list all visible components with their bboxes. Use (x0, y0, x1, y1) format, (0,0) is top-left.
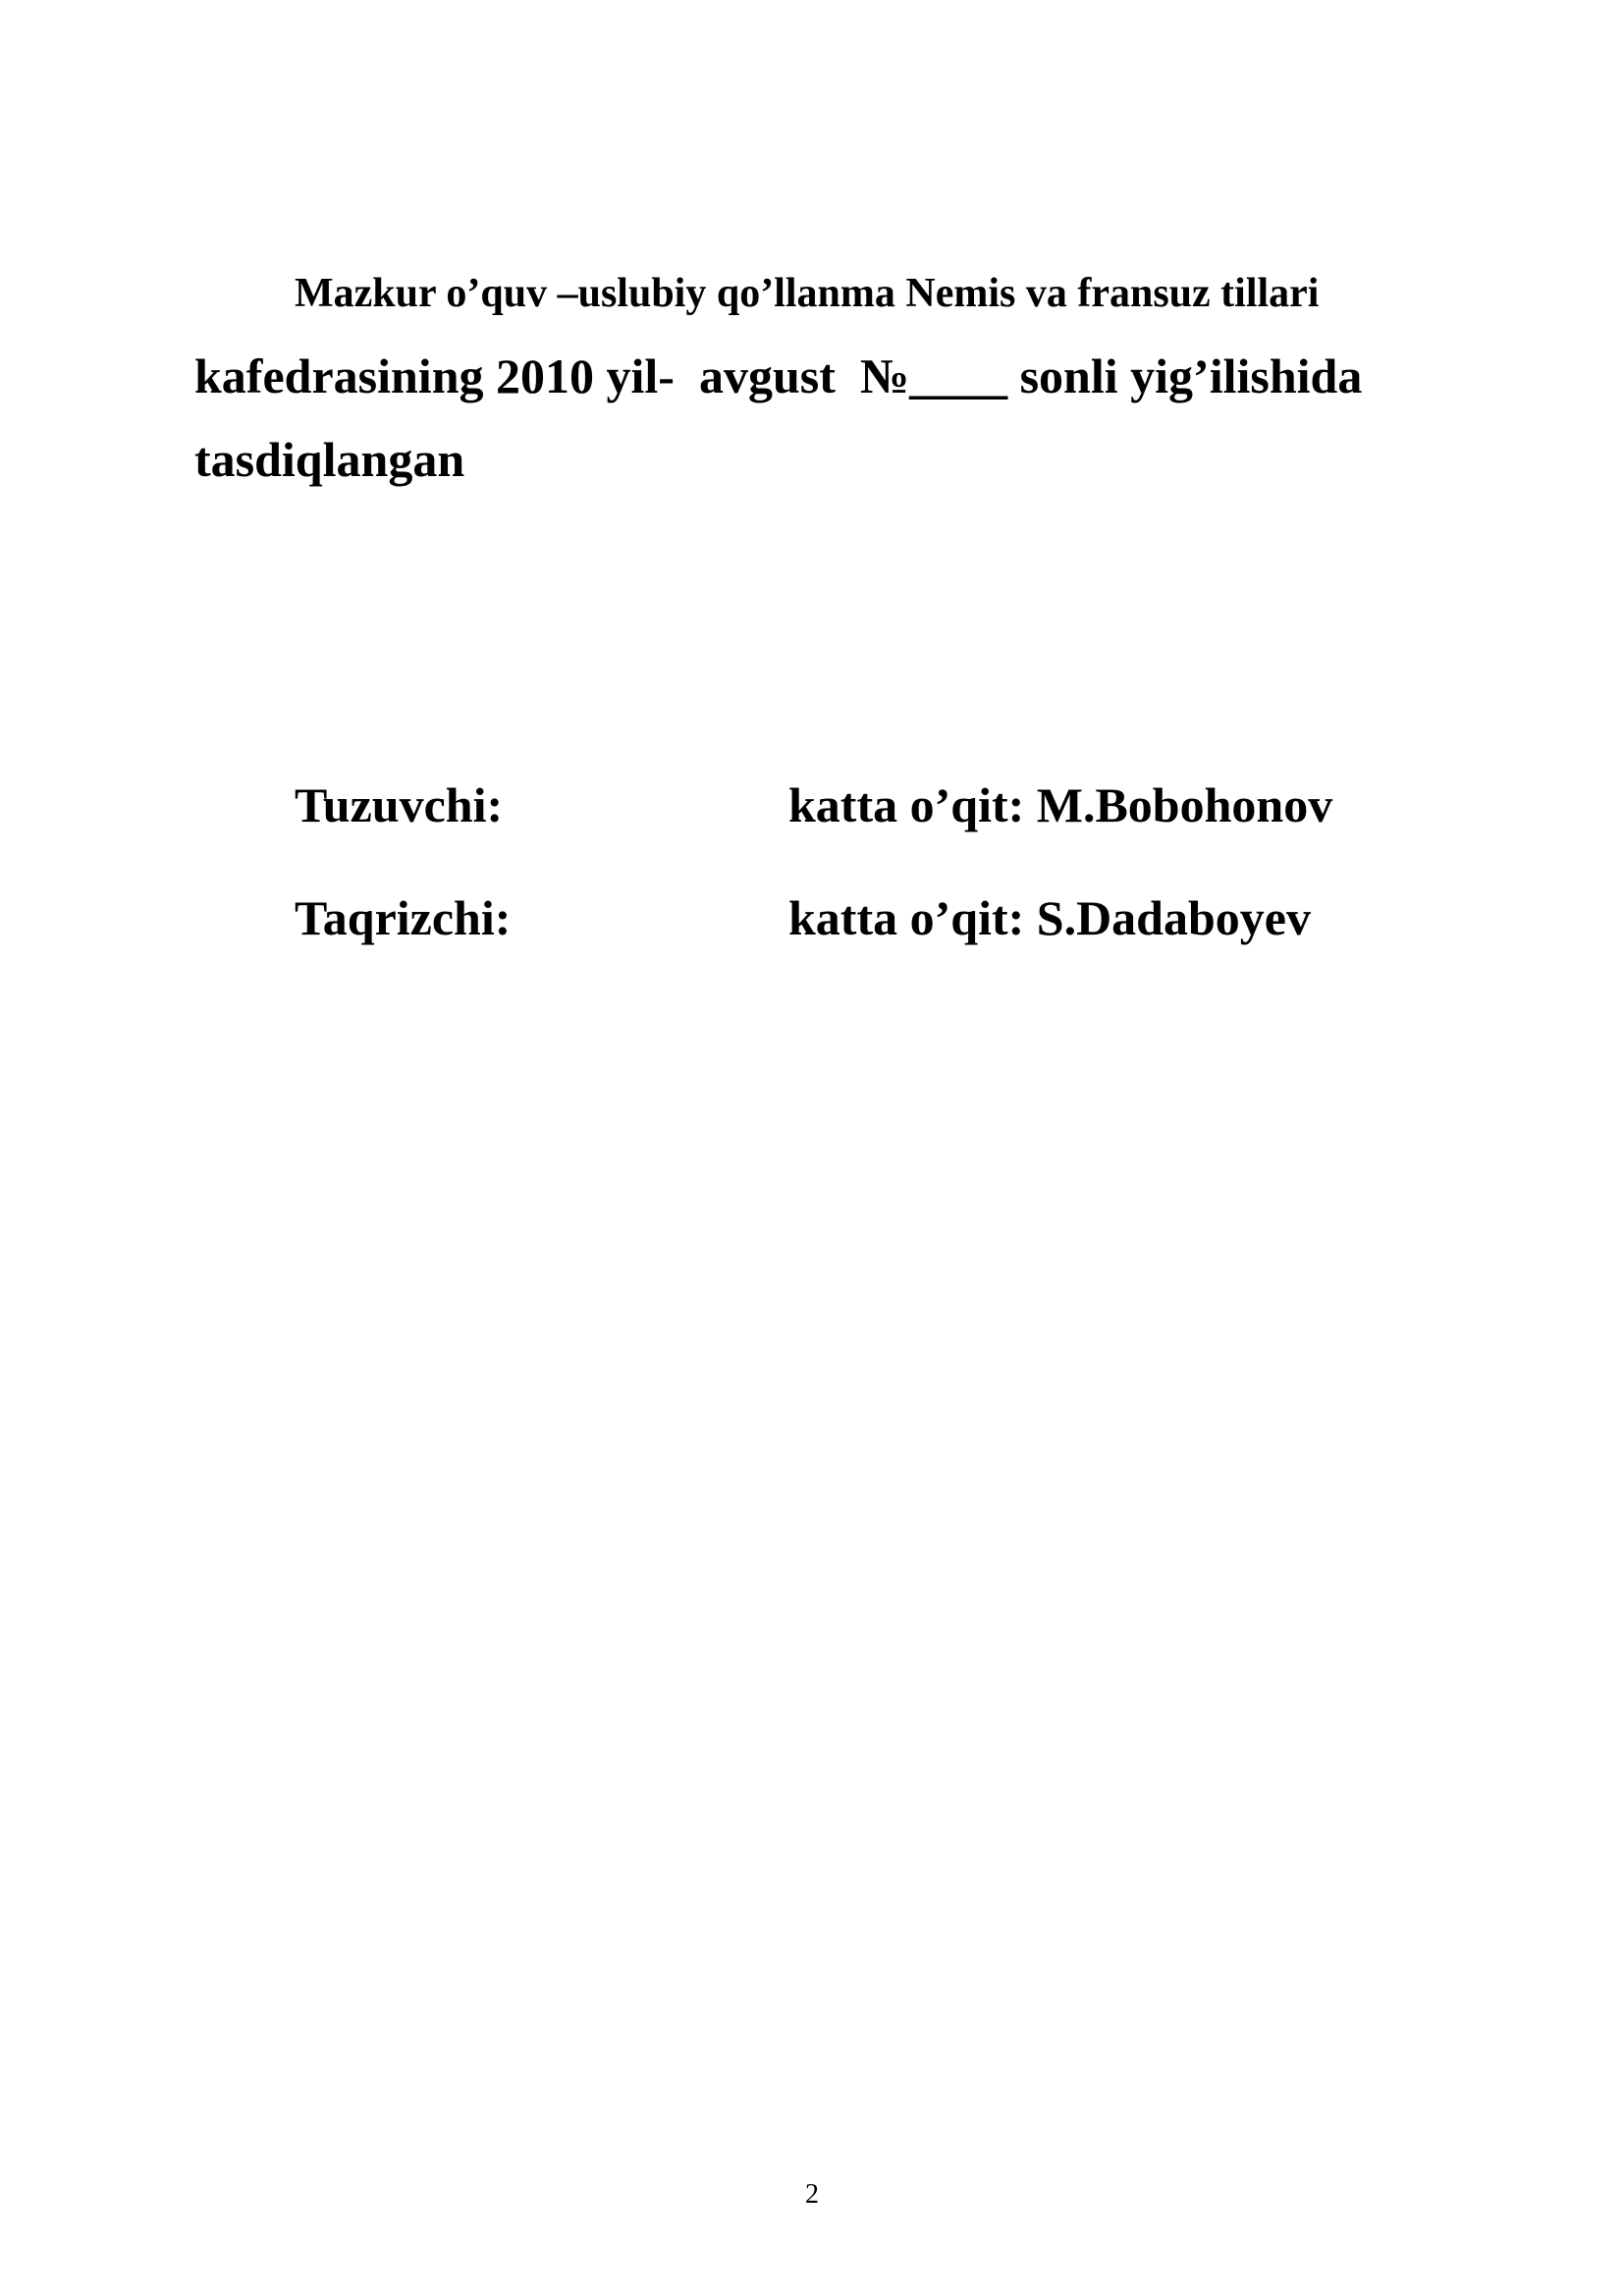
compiler-label: Tuzuvchi: (295, 777, 504, 832)
approval-text-line-3: tasdiqlangan (194, 432, 465, 487)
compiler-name: katta o’qit: M.Bobohonov (788, 777, 1333, 832)
page-number: 2 (805, 2179, 819, 2210)
reviewer-label: Taqrizchi: (295, 890, 512, 945)
reviewer-name: katta o’qit: S.Dadaboyev (788, 890, 1311, 945)
approval-text-line-1: Mazkur o’quv –uslubiy qo’llanma Nemis va fransuz tillari (295, 271, 1320, 316)
approval-text-line-2: kafedrasining 2010 yil- avgust №____ sonli yig’ilishida (194, 348, 1363, 403)
